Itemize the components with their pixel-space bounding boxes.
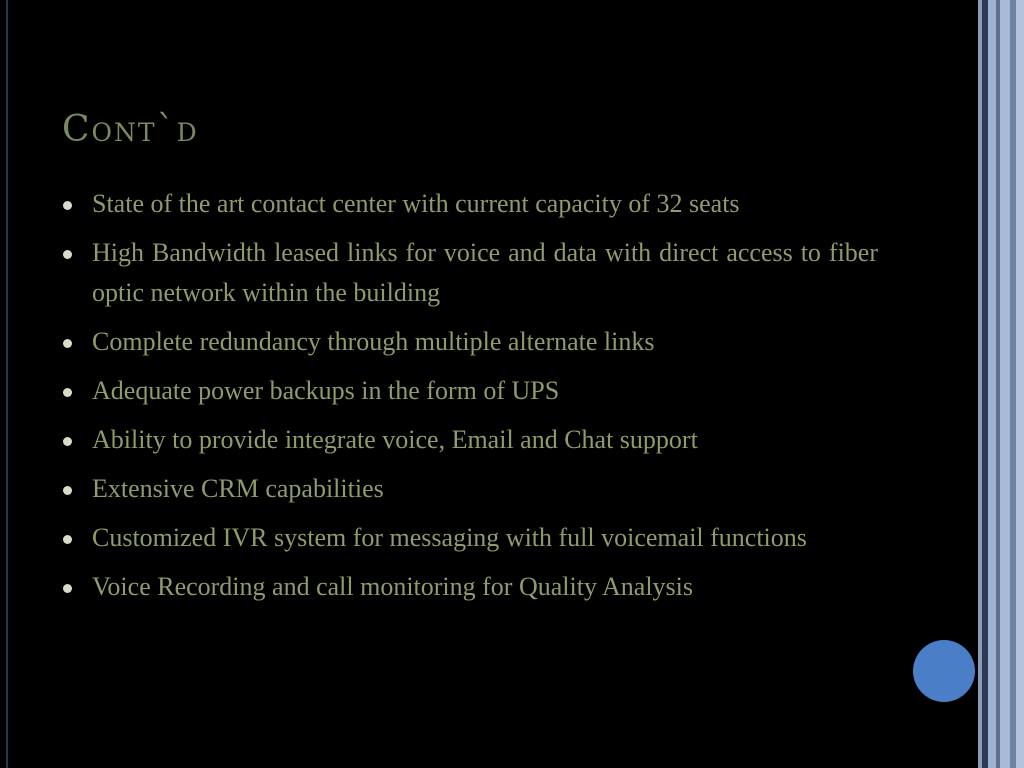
bullet-dot-icon bbox=[63, 201, 72, 210]
bullet-item bbox=[60, 420, 878, 460]
bullet-dot-icon bbox=[63, 535, 72, 544]
right-decor-stripe bbox=[1016, 0, 1024, 768]
bullet-text: Complete redundancy through multiple alternate links bbox=[92, 327, 655, 356]
bullet-item bbox=[60, 469, 878, 509]
bullet-item bbox=[60, 322, 878, 362]
bullet-text: Extensive CRM capabilities bbox=[92, 474, 384, 503]
bullet-item bbox=[60, 518, 878, 558]
bullet-item bbox=[60, 233, 878, 313]
bullet-text: Ability to provide integrate voice, Email and Chat support bbox=[92, 425, 698, 454]
right-decor-stripe bbox=[988, 0, 996, 768]
bullet-dot-icon bbox=[63, 584, 72, 593]
bullet-text: State of the art contact center with current capacity of 32 seats bbox=[92, 189, 740, 218]
bullet-text: Voice Recording and call monitoring for Quality Analysis bbox=[92, 572, 694, 601]
slide-title: Cont`d bbox=[62, 109, 199, 150]
decorative-circle-icon bbox=[913, 640, 975, 702]
bullet-list bbox=[60, 184, 878, 616]
bullet-item bbox=[60, 184, 878, 224]
bullet-dot-icon bbox=[63, 437, 72, 446]
bullet-text: Customized IVR system for messaging with full voicemail functions bbox=[92, 523, 807, 552]
right-decor-stripe bbox=[1000, 0, 1010, 768]
bullet-dot-icon bbox=[63, 486, 72, 495]
bullet-item bbox=[60, 567, 878, 607]
left-frame-line bbox=[0, 0, 8, 768]
bullet-text: Adequate power backups in the form of UPS bbox=[92, 376, 560, 405]
bullet-text: High Bandwidth leased links for voice and data with direct access to fiber optic network within the building bbox=[92, 238, 878, 307]
bullet-dot-icon bbox=[63, 250, 72, 259]
bullet-dot-icon bbox=[63, 339, 72, 348]
bullet-item bbox=[60, 371, 878, 411]
bullet-dot-icon bbox=[63, 388, 72, 397]
